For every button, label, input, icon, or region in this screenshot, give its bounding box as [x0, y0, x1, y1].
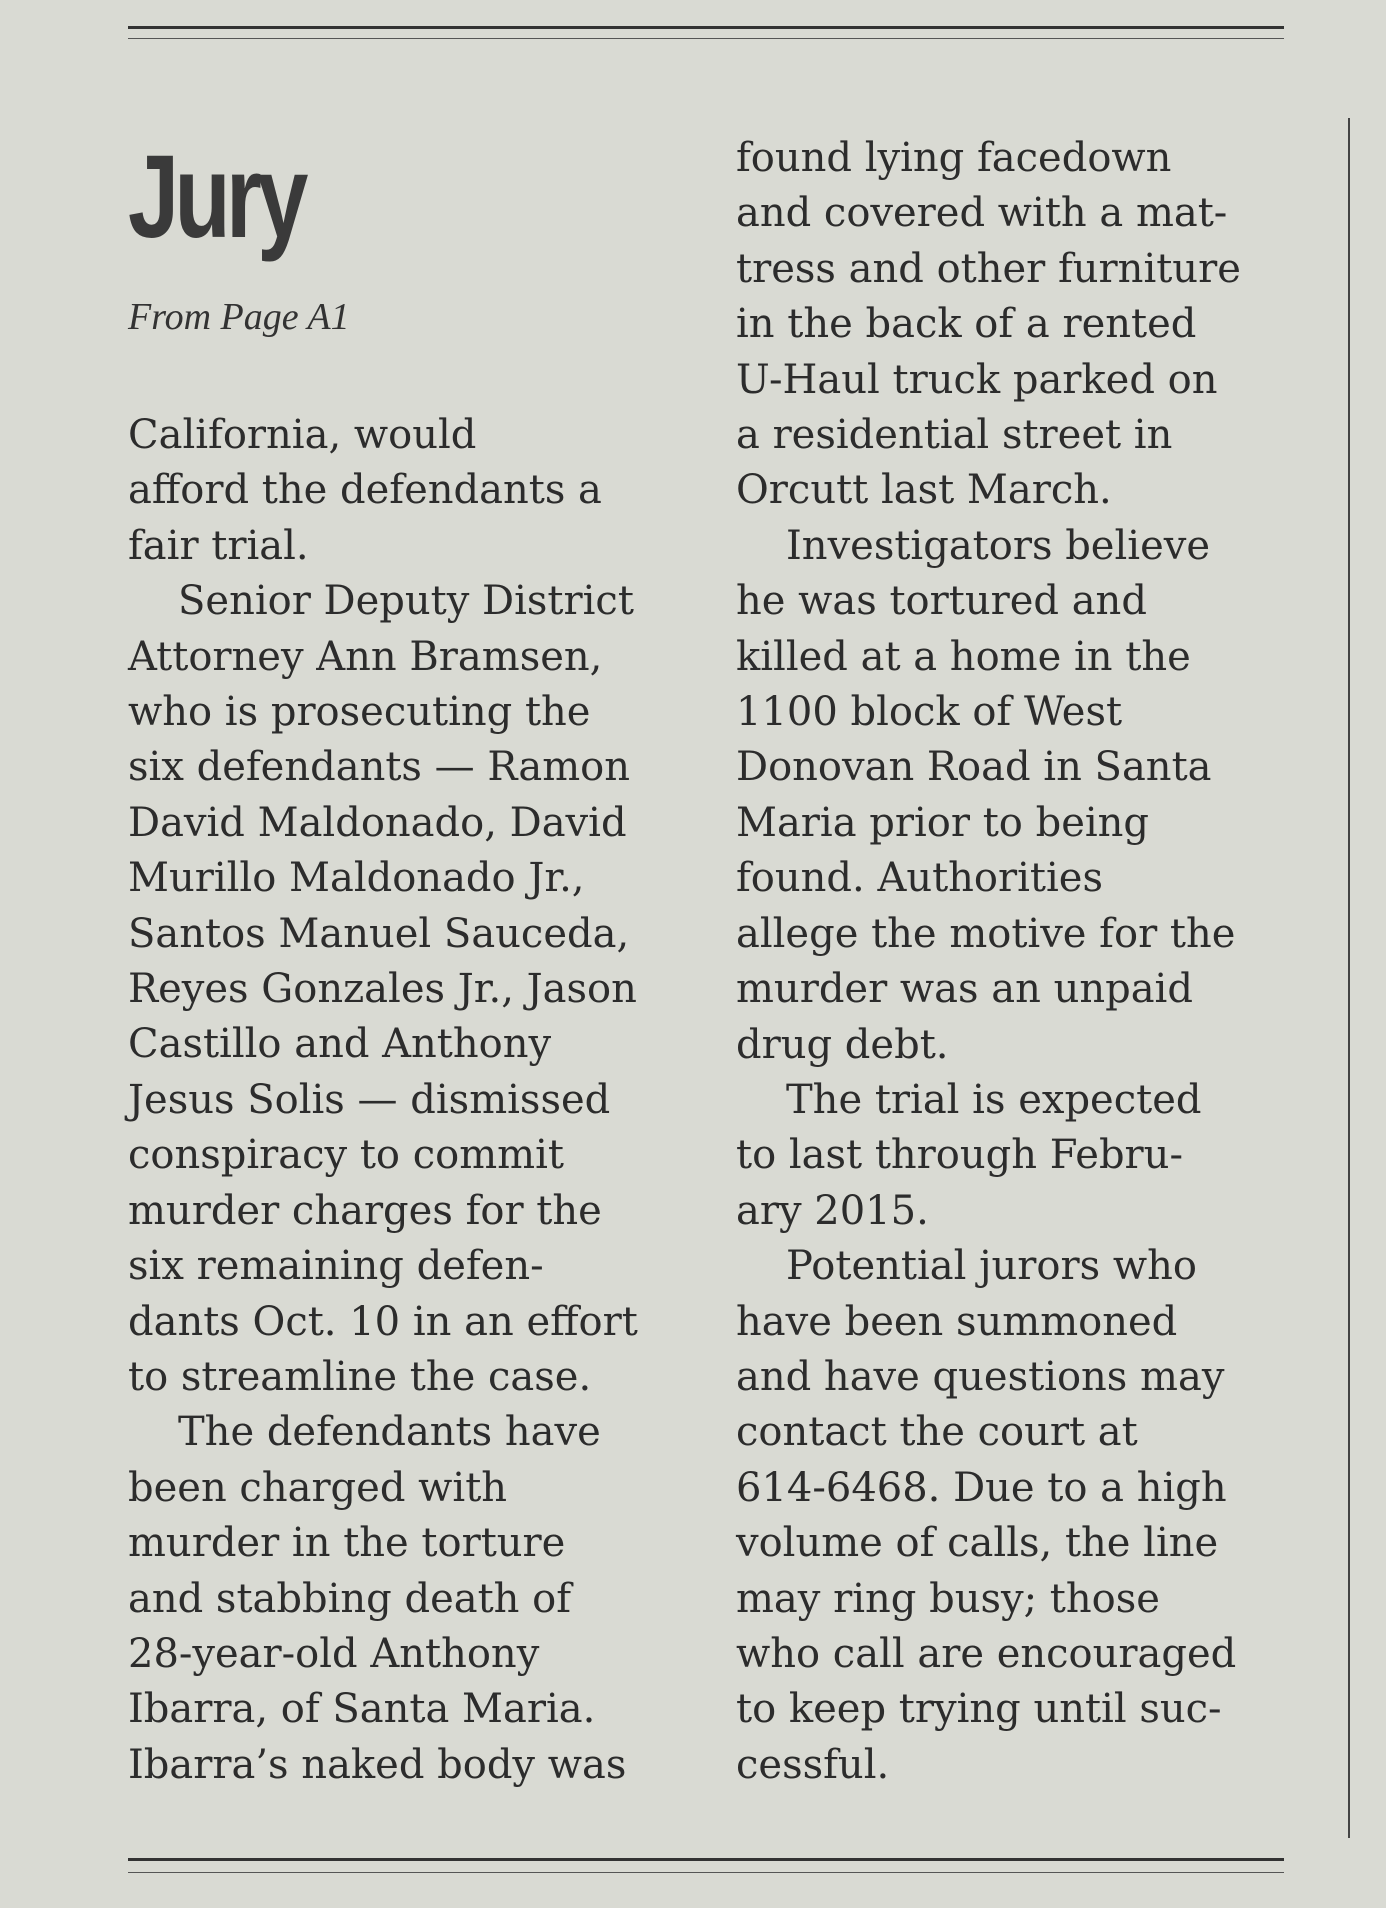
column-divider — [1348, 118, 1350, 1838]
paragraph: Potential jurors who have been summoned and have questions may contact the court at 614-6468. Due to a high volume of calls, the line may ring busy; those who call are encouraged to keep trying until suc- cessful. — [736, 1243, 1237, 1788]
top-rule-thin — [128, 38, 1284, 39]
top-rule — [128, 26, 1284, 29]
article-column-right — [736, 131, 1296, 1793]
paragraph: found lying facedown and covered with a mat- tress and other furniture in the back of a rented U-Haul truck parked on a residential street in Orcutt last March. — [736, 135, 1241, 514]
paragraph: The trial is expected to last through Febru- ary 2015. — [736, 1076, 1202, 1234]
bottom-rule-thin — [128, 1872, 1284, 1873]
paragraph: The defendants have been charged with murder in the torture and stabbing death of 28-year-old Anthony Ibarra, of Santa Maria. Ibarra’s naked body was — [128, 1409, 627, 1788]
article-column-left — [128, 408, 688, 1793]
bottom-rule — [128, 1858, 1284, 1861]
paragraph: Senior Deputy District Attorney Ann Bramsen, who is prosecuting the six defendants — Ramon David Maldonado, David Murillo Maldonado Jr., Santos Manuel Sauceda, Reyes Gonzales Jr., Jason Castillo and Anthony Jesus Solis — dismissed conspiracy to commit murder charges for the six remaining defen- dants Oct. 10 in an effort to streamline the case. — [128, 578, 638, 1400]
headline: Jury — [128, 131, 304, 263]
paragraph: California, would afford the defendants a fair trial. — [128, 412, 602, 569]
paragraph: Investigators believe he was tortured and killed at a home in the 1100 block of West Donovan Road in Santa Maria prior to being found. Authorities allege the motive for the murder was an unpaid drug debt. — [736, 522, 1236, 1068]
jump-line: From Page A1 — [128, 296, 350, 338]
